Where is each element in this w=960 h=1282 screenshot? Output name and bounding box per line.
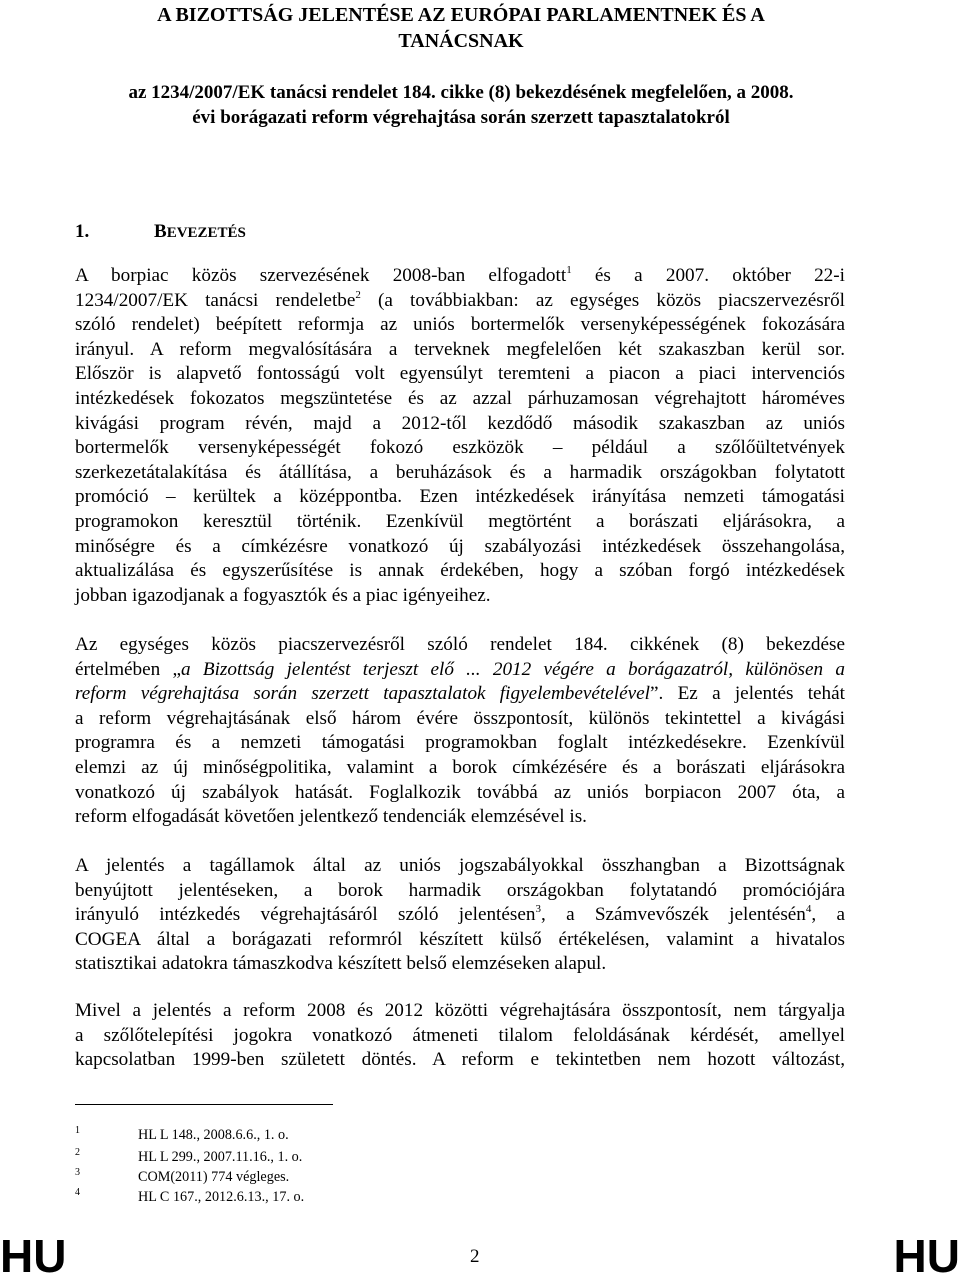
text-line: statisztikai adatokra támaszkodva készített belső elemzéseken alapul. [75,953,607,975]
text-line: A jelentés a tagállamok által az uniós jogszabályokkal összhangban a Bizottságnak [75,855,845,876]
footnote-text: HL L 299., 2007.11.16., 1. o. [138,1149,303,1165]
footnote-ref: 3 [535,903,541,916]
footnote-ref: 1 [566,264,572,276]
text-line: intézkedések fokozatos megszüntetése és az azzal párhuzamosan végrehajtott hároméves [75,387,845,409]
text-line: COGEA által a borágazati reformról készített külső értékelésen, valamint a hivatalos [75,928,845,950]
language-code-right: HU [893,1230,960,1282]
text-line: Mivel a jelentés a reform 2008 és 2012 közötti végrehajtására összpontosít, nem tárgyalja [75,1000,845,1021]
text-line: benyújtott jelentéseken, a borok harmadik országokban folytatandó promóciójára [75,879,845,901]
text-line: aktualizálása és egyszerűsítése is annak érdekében, hogy a szóban forgó intézkedések [75,560,845,582]
paragraph-intro [75,264,845,608]
subtitle-line: az 1234/2007/EK tanácsi rendelet 184. cikke (8) bekezdésének megfelelően, a 2008. [128,82,794,103]
section-number: 1. [75,221,90,242]
footnote-mark: 1 [75,1125,80,1136]
paragraph-limitations [75,999,845,1073]
text-line: kivágási program révén, majd a 2012-től kezdődő második szakaszban az uniós [75,412,845,434]
text-line: Először is alapvető fontosságú volt egyensúlyt teremteni a piacon a piaci intervenciós [75,363,845,385]
footnote-ref: 2 [355,288,361,301]
document-subtitle [0,80,922,130]
text-line: promóció – kerültek a középpontba. Ezen intézkedések irányítása nemzeti támogatási [75,486,845,508]
text-line: Az egységes közös piacszervezésről szóló rendelet 184. cikkének (8) bekezdése [75,634,845,655]
text-line: minőségre és a címkézésre vonatkozó új szabályozási intézkedések összehangolása, [75,535,845,557]
text-line: A borpiac közös szervezésének 2008-ban elfogadott$^1$ és a 2007. október 22-i [75,264,845,286]
text-line: jobban igazodjanak a fogyasztók és a piac igényeihez. [75,584,491,606]
footnote-text: COM(2011) 774 végleges. [138,1169,290,1185]
paragraph-scope [75,633,845,830]
text-line: reform elfogadását követően jelentkező tendenciák elemzésével is. [75,806,587,828]
footnote-mark: 2 [75,1147,80,1158]
footnote-text: HL C 167., 2012.6.13., 17. o. [138,1189,305,1205]
text-line: szóló rendelet) beépített reformja az uniós bortermelők versenyképességének fokozására [75,314,845,336]
text-line: irányuló intézkedés végrehajtásáról szóló jelentésen$^3$, a Számvevőszék jelentésén$^4$, a [75,903,846,926]
footnote-separator [75,1104,333,1105]
language-code-left: HU [0,1230,67,1282]
text-line: vonatkozó új szabályok hatását. Foglalkozik továbbá az uniós borpiacon 2007 óta, a [75,781,845,803]
text-line: szerkezetátalakítása és átállítása, a beruházások és a harmadik országokban folytatott [75,461,845,483]
text-line: programra és a nemzeti támogatási programokban foglalt intézkedésekre. Ezenkívül [75,732,845,754]
paragraph-sources [75,854,845,977]
text-line: elemzi az új minőségpolitika, valamint a borok címkézésére és a borászati eljárásokra [75,756,845,778]
document-title [0,2,922,54]
section-title-initial: B [154,221,167,242]
section-title-rest: EVEZETÉS [166,225,246,241]
text-line: a szőlőtelepítési jogokra vonatkozó átmeneti tilalom feloldásának kérdését, amellyel [75,1024,845,1046]
section-heading [75,220,246,245]
subtitle-line: évi borágazati reform végrehajtása során szerzett tapasztalatokról [192,107,730,128]
text-line: bortermelők versenyképességét fokozó eszközök – például a szőlőültetvények [75,437,845,459]
footnote-mark: 3 [75,1167,80,1178]
footnote-mark: 4 [75,1187,80,1198]
title-line: TANÁCSNAK [398,30,524,52]
page-number: 2 [470,1246,480,1267]
text-line: a reform végrehajtásának első három évére összpontosít, különös tekintettel a kivágási [75,707,845,729]
text-line: reform végrehajtása során szerzett tapasztalatok figyelembevételével”. Ez a jelentés tehát [75,683,845,705]
text-line: 1234/2007/EK tanácsi rendeletbe$^2$ (a továbbiakban: az egységes közös piacszervezésről [75,288,845,311]
text-line: értelmében „a Bizottság jelentést terjeszt elő ... 2012 végére a borágazatról, különösen a [75,658,845,680]
title-line: A BIZOTTSÁG JELENTÉSE AZ EURÓPAI PARLAMENTNEK ÉS A [157,4,765,26]
footnote-ref: 4 [805,903,812,916]
text-line: irányul. A reform megvalósítására a terveknek megfelelően két szakaszban kerül sor. [75,338,845,360]
text-line: kapcsolatban 1999-ben született döntés. A reform e tekintetben nem hozott változást, [75,1049,845,1071]
text-line: programokon keresztül történik. Ezenkívül megtörtént a borászati eljárásokra, a [75,510,845,532]
footnote-text: HL L 148., 2008.6.6., 1. o. [138,1127,289,1143]
